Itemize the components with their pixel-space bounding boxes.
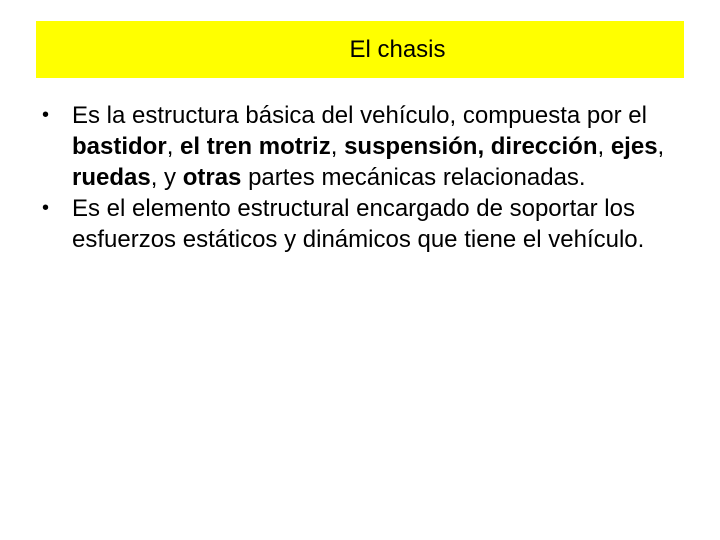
bullet-segment: , y [150,164,183,191]
bullet-list [42,100,692,255]
bullet-text [72,102,664,191]
bullet-item [42,193,692,255]
bullet-segment-bold: otras [182,164,242,191]
bullet-segment-bold: el tren motriz [180,133,331,160]
bullet-segment: , [166,133,181,160]
bullet-segment: Es la estructura básica del vehículo, compuesta por el [72,102,647,129]
bullet-segment: Es el elemento estructural encargado de soportar los esfuerzos estáticos y dinámicos que tiene el vehículo. [72,195,645,253]
bullet-segment: , [330,133,345,160]
bullet-segment: partes mecánicas relacionadas. [241,164,586,191]
bullet-segment-bold: ejes [610,133,658,160]
bullet-icon: • [42,104,50,126]
bullet-icon: • [42,197,50,219]
bullet-segment-bold: ruedas [72,164,151,191]
bullet-segment: , [597,133,611,160]
bullet-segment-bold: suspensión, dirección [344,133,598,160]
title-bar [36,21,684,78]
bullet-segment: , [657,133,665,160]
bullet-text [72,195,644,253]
bullet-segment-bold: bastidor [72,133,167,160]
bullet-item [42,100,692,193]
slide-title: El chasis [349,35,446,63]
